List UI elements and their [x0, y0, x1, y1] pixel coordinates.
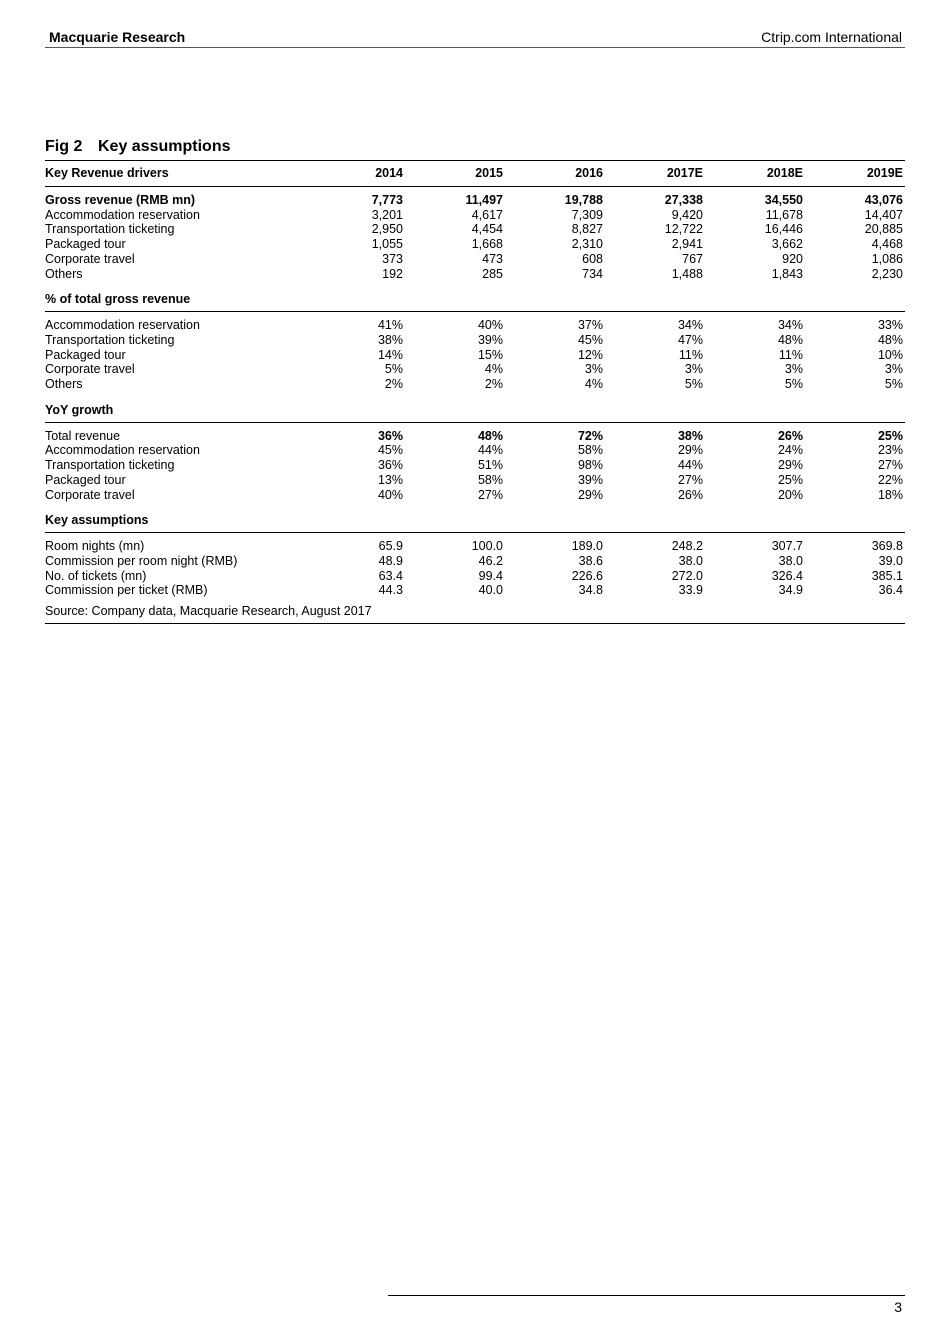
row-label: Corporate travel: [45, 251, 135, 266]
table-cell: 373: [382, 251, 403, 266]
header-brand: Macquarie Research: [49, 29, 186, 45]
row-label: Others: [45, 377, 83, 392]
table-cell: 1,055: [371, 237, 403, 252]
table-cell: 5%: [684, 377, 703, 392]
section-heading-row: [45, 281, 905, 312]
table-cell: 2%: [484, 377, 503, 392]
table-cell: 1,086: [871, 251, 903, 266]
table-cell: 3%: [884, 362, 903, 377]
empty-header-cell: [805, 502, 905, 533]
table-cell: 189.0: [571, 539, 603, 554]
table-cell: 3,201: [371, 207, 403, 222]
column-header: 2015: [405, 161, 505, 187]
table-cell: 44%: [477, 443, 503, 458]
empty-header-cell: [805, 281, 905, 312]
key-assumptions-table-container: [45, 160, 905, 624]
table-cell: 36%: [377, 458, 403, 473]
empty-header-cell: [405, 392, 505, 423]
table-cell: 192: [382, 266, 403, 281]
table-cell: 34%: [677, 318, 703, 333]
table-cell: 11,678: [765, 207, 803, 222]
table-row: [45, 377, 905, 392]
table-cell: 2,950: [371, 222, 403, 237]
table-cell: 4,454: [471, 222, 503, 237]
table-cell: 4,617: [471, 207, 503, 222]
table-cell: 99.4: [478, 568, 503, 583]
table-cell: 20,885: [864, 222, 903, 237]
table-cell: 23%: [877, 443, 903, 458]
table-cell: 1,668: [471, 237, 503, 252]
table-cell: 248.2: [671, 539, 703, 554]
table-cell: 7,309: [571, 207, 603, 222]
table-cell: 1,843: [771, 266, 803, 281]
row-label: Transportation ticketing: [45, 458, 175, 473]
table-cell: 2,310: [571, 237, 603, 252]
table-cell: 40.0: [478, 583, 503, 598]
table-row: [45, 222, 905, 237]
table-cell: 72%: [577, 428, 603, 443]
table-cell: 7,773: [371, 193, 403, 207]
empty-header-cell: [505, 392, 605, 423]
row-label: Packaged tour: [45, 472, 126, 487]
table-row: [45, 488, 905, 503]
section-heading: % of total gross revenue: [45, 281, 305, 312]
page-number: 3: [894, 1299, 902, 1315]
column-header: 2019E: [805, 161, 905, 187]
empty-header-cell: [405, 502, 505, 533]
table-cell: 34%: [777, 318, 803, 333]
empty-header-cell: [605, 502, 705, 533]
table-row: [45, 443, 905, 458]
table-cell: 326.4: [771, 568, 803, 583]
empty-header-cell: [705, 392, 805, 423]
table-row: [45, 539, 905, 554]
table-cell: 12%: [577, 347, 603, 362]
table-cell: 767: [682, 251, 703, 266]
table-cell: 4%: [484, 362, 503, 377]
table-cell: 608: [582, 251, 603, 266]
table-cell: 48%: [477, 428, 503, 443]
table-cell: 29%: [777, 458, 803, 473]
section-heading: YoY growth: [45, 392, 305, 423]
table-cell: 25%: [877, 428, 903, 443]
table-cell: 34,550: [764, 193, 803, 207]
table-cell: 19,788: [564, 193, 603, 207]
table-cell: 5%: [884, 377, 903, 392]
row-label: Room nights (mn): [45, 539, 145, 554]
table-cell: 16,446: [764, 222, 803, 237]
table-cell: 36%: [377, 428, 403, 443]
table-cell: 38%: [677, 428, 703, 443]
table-cell: 385.1: [871, 568, 903, 583]
table-row: [45, 252, 905, 267]
row-label: Gross revenue (RMB mn): [45, 193, 196, 207]
table-cell: 38.6: [578, 553, 603, 568]
table-cell: 2%: [384, 377, 403, 392]
table-cell: 33.9: [678, 583, 703, 598]
table-row: [45, 318, 905, 333]
row-label: Commission per room night (RMB): [45, 553, 238, 568]
column-header: 2014: [305, 161, 405, 187]
table-cell: 3,662: [771, 237, 803, 252]
table-cell: 41%: [377, 318, 403, 333]
empty-header-cell: [405, 281, 505, 312]
row-label: Accommodation reservation: [45, 207, 200, 222]
table-cell: 47%: [677, 332, 703, 347]
table-cell: 29%: [577, 487, 603, 502]
table-cell: 45%: [577, 332, 603, 347]
table-cell: 920: [782, 251, 803, 266]
table-cell: 39.0: [878, 553, 903, 568]
section-heading: Key Revenue drivers: [45, 161, 305, 187]
table-cell: 272.0: [671, 568, 703, 583]
table-cell: 36.4: [878, 583, 903, 598]
table-row: [45, 458, 905, 473]
table-cell: 4,468: [871, 237, 903, 252]
table-cell: 473: [482, 251, 503, 266]
table-cell: 18%: [877, 487, 903, 502]
table-cell: 226.6: [571, 568, 603, 583]
table-cell: 44.3: [378, 583, 403, 598]
table-cell: 25%: [777, 472, 803, 487]
table-cell: 40%: [477, 318, 503, 333]
table-cell: 63.4: [378, 568, 403, 583]
table-row: [45, 569, 905, 584]
table-cell: 58%: [477, 472, 503, 487]
table-cell: 29%: [677, 443, 703, 458]
empty-header-cell: [505, 502, 605, 533]
table-cell: 1,488: [671, 266, 703, 281]
table-cell: 38.0: [778, 553, 803, 568]
table-cell: 24%: [777, 443, 803, 458]
table-cell: 3%: [784, 362, 803, 377]
table-cell: 4%: [584, 377, 603, 392]
table-row: [45, 429, 905, 444]
figure-number: Fig 2: [45, 138, 83, 155]
table-row: [45, 237, 905, 252]
table-cell: 44%: [677, 458, 703, 473]
row-label: Corporate travel: [45, 487, 135, 502]
table-cell: 34.9: [778, 583, 803, 598]
section-heading-row: [45, 392, 905, 423]
table-cell: 2,941: [671, 237, 703, 252]
table-cell: 11%: [778, 347, 803, 362]
table-cell: 26%: [777, 428, 803, 443]
row-label: Accommodation reservation: [45, 443, 200, 458]
table-row: [45, 267, 905, 282]
table-cell: 43,076: [864, 193, 903, 207]
empty-header-cell: [305, 281, 405, 312]
row-label: Total revenue: [45, 428, 121, 443]
source-row: [45, 598, 905, 623]
row-label: Corporate travel: [45, 362, 135, 377]
section-heading-row: [45, 161, 905, 187]
table-cell: 5%: [384, 362, 403, 377]
row-label: Packaged tour: [45, 237, 126, 252]
empty-header-cell: [805, 392, 905, 423]
table-cell: 3%: [684, 362, 703, 377]
table-row: [45, 193, 905, 208]
key-assumptions-table: [45, 160, 905, 624]
table-cell: 46.2: [478, 553, 503, 568]
table-cell: 65.9: [378, 539, 403, 554]
table-cell: 38.0: [678, 553, 703, 568]
table-cell: 11,497: [465, 193, 503, 207]
table-cell: 11%: [678, 347, 703, 362]
table-cell: 10%: [877, 347, 903, 362]
table-cell: 98%: [577, 458, 603, 473]
table-cell: 14%: [377, 347, 403, 362]
column-header: 2018E: [705, 161, 805, 187]
table-row: [45, 208, 905, 223]
row-label: Commission per ticket (RMB): [45, 583, 208, 598]
row-label: Packaged tour: [45, 347, 126, 362]
header-company: Ctrip.com International: [761, 29, 902, 45]
source-note: Source: Company data, Macquarie Research, August 2017: [45, 598, 905, 623]
table-cell: 8,827: [571, 222, 603, 237]
table-row: [45, 473, 905, 488]
table-cell: 9,420: [671, 207, 703, 222]
table-cell: 39%: [477, 332, 503, 347]
table-cell: 369.8: [871, 539, 903, 554]
footer-divider: [388, 1295, 905, 1296]
table-cell: 26%: [677, 487, 703, 502]
column-header: 2016: [505, 161, 605, 187]
table-cell: 34.8: [578, 583, 603, 598]
table-cell: 734: [582, 266, 603, 281]
table-cell: 20%: [777, 487, 803, 502]
table-cell: 307.7: [771, 539, 803, 554]
row-label: Others: [45, 266, 83, 281]
table-cell: 14,407: [864, 207, 903, 222]
empty-header-cell: [605, 392, 705, 423]
empty-header-cell: [705, 281, 805, 312]
header-divider: [45, 47, 905, 48]
section-heading-row: [45, 502, 905, 533]
table-cell: 48%: [877, 332, 903, 347]
table-cell: 15%: [477, 347, 503, 362]
table-cell: 27%: [477, 487, 503, 502]
table-cell: 51%: [477, 458, 503, 473]
table-cell: 27%: [677, 472, 703, 487]
empty-header-cell: [705, 502, 805, 533]
table-cell: 37%: [577, 318, 603, 333]
table-cell: 48.9: [378, 553, 403, 568]
table-cell: 13%: [377, 472, 403, 487]
section-heading: Key assumptions: [45, 502, 305, 533]
empty-header-cell: [305, 502, 405, 533]
row-label: Transportation ticketing: [45, 222, 175, 237]
column-header: 2017E: [605, 161, 705, 187]
table-cell: 285: [482, 266, 503, 281]
empty-header-cell: [305, 392, 405, 423]
table-cell: 33%: [877, 318, 903, 333]
table-cell: 27%: [877, 458, 903, 473]
table-cell: 5%: [784, 377, 803, 392]
table-cell: 58%: [577, 443, 603, 458]
empty-header-cell: [605, 281, 705, 312]
row-label: No. of tickets (mn): [45, 568, 147, 583]
table-cell: 39%: [577, 472, 603, 487]
table-row: [45, 554, 905, 569]
table-cell: 40%: [377, 487, 403, 502]
table-cell: 48%: [777, 332, 803, 347]
table-cell: 3%: [584, 362, 603, 377]
table-cell: 22%: [877, 472, 903, 487]
table-cell: 100.0: [471, 539, 503, 554]
figure-title-text: Key assumptions: [98, 138, 231, 155]
row-label: Transportation ticketing: [45, 332, 175, 347]
table-row: [45, 362, 905, 377]
table-row: [45, 583, 905, 598]
figure-title: [45, 138, 230, 156]
table-cell: 12,722: [664, 222, 703, 237]
row-label: Accommodation reservation: [45, 318, 200, 333]
table-cell: 45%: [377, 443, 403, 458]
table-cell: 38%: [377, 332, 403, 347]
table-cell: 27,338: [664, 193, 703, 207]
table-cell: 2,230: [871, 266, 903, 281]
empty-header-cell: [505, 281, 605, 312]
table-row: [45, 333, 905, 348]
table-row: [45, 348, 905, 363]
